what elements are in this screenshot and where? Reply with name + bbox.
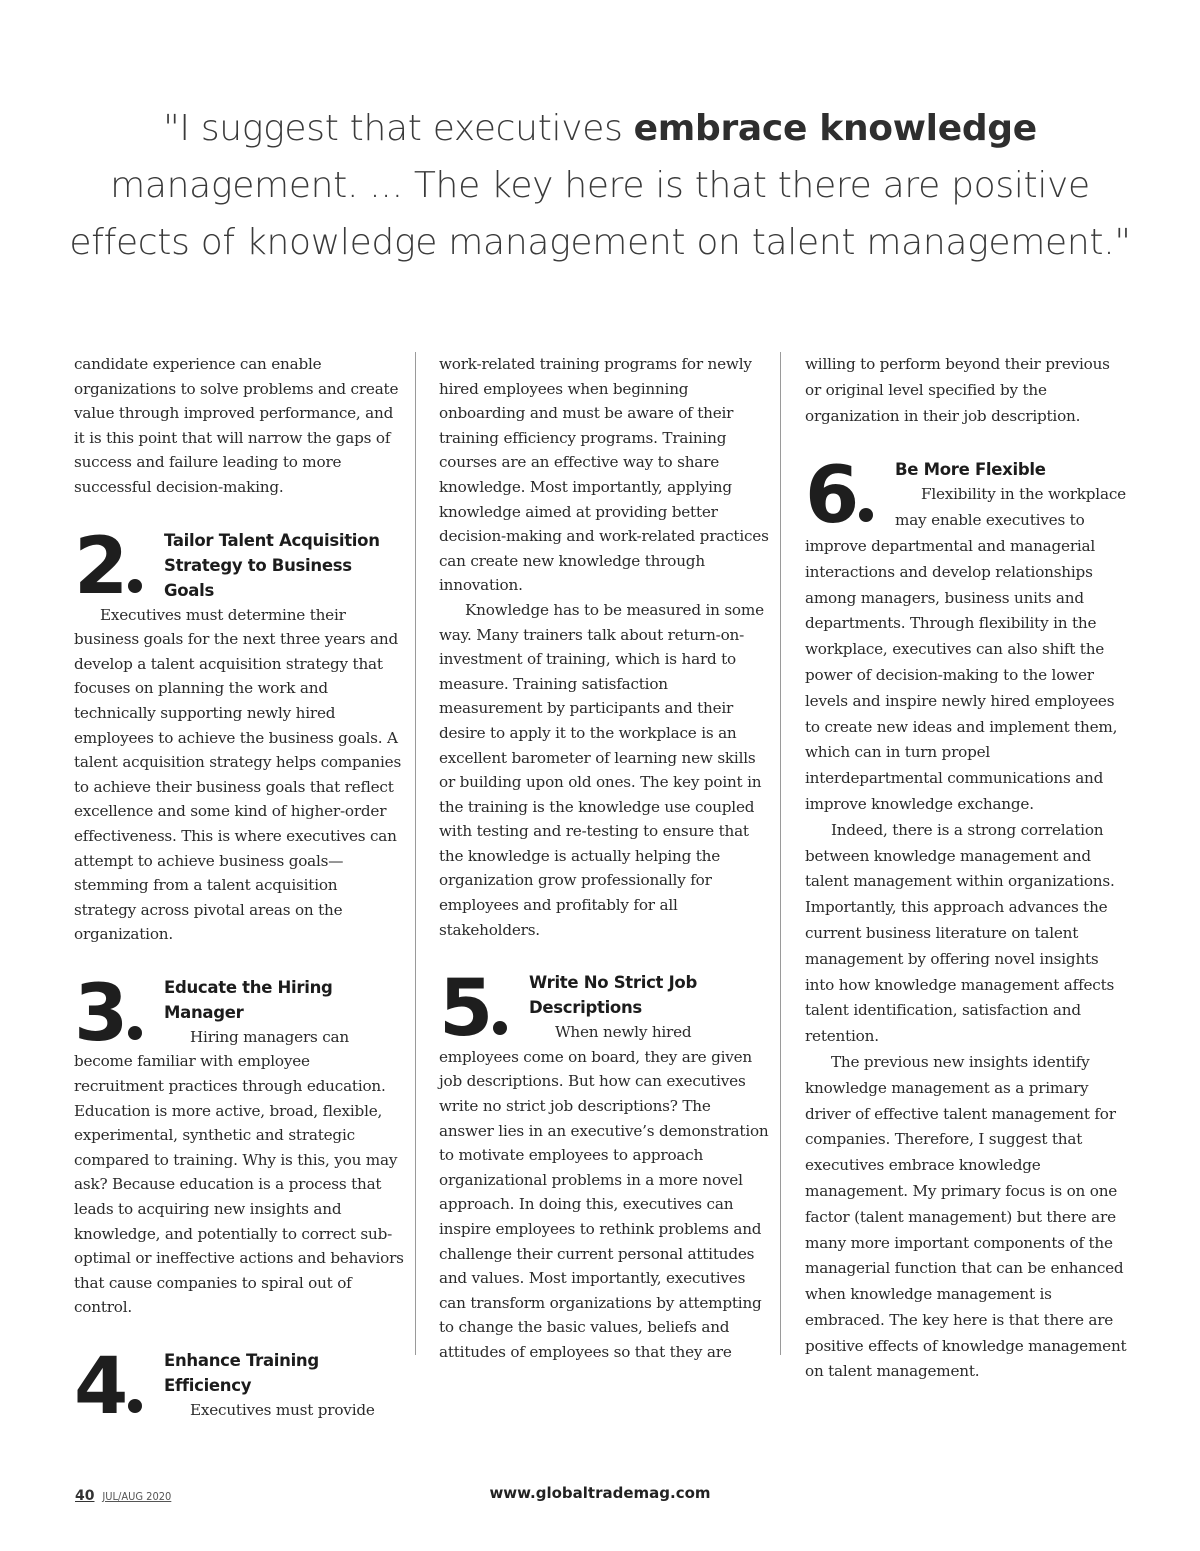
section-heading: Enhance Training Efficiency <box>164 1351 319 1395</box>
section-number: 6 <box>805 461 879 531</box>
pull-quote-emphasis: embrace knowledge <box>633 108 1037 149</box>
pull-quote-text-end: management. ... The key here is that there are positive effects of knowledge management on talent management." <box>69 165 1131 263</box>
paragraph: willing to perform beyond their previous or original level specified by the organization in their job description. <box>805 355 1110 425</box>
page-number: 40 <box>75 1488 95 1504</box>
column-divider <box>780 352 781 1355</box>
pull-quote <box>60 100 1140 271</box>
paragraph: Flexibility in the workplace may enable executives to improve departmental and managerial interactions and develop relationships among managers, business units and departments. Through flexibility in the workplace, executives can also shift the power of decision-making to the lower levels and inspire newly hired employees to create new ideas and implement them, which can in turn propel interdepartmental communications and improve knowledge exchange. <box>805 485 1126 813</box>
section-heading: Be More Flexible <box>895 460 1046 480</box>
section-3 <box>74 968 404 1320</box>
pull-quote-text-start: "I suggest that executives <box>163 108 634 149</box>
website-url[interactable]: www.globaltrademag.com <box>489 1484 711 1502</box>
section-4 <box>74 1342 404 1432</box>
section-5 <box>439 964 769 1364</box>
issue-date: JUL/AUG 2020 <box>102 1490 172 1503</box>
paragraph: Executives must provide <box>190 1401 375 1419</box>
section-number: 5 <box>439 974 513 1044</box>
paragraph: When newly hired employees come on board, they are given job descriptions. But how can executives write no strict job descriptions? The answer lies in an executive’s demonstration to motivate employees to approach organizational problems in a more novel approach. In doing this, executives can inspire employees to rethink problems and challenge their current personal attitudes and values. Most importantly, executives can transform organizations by attempting to change the basic values, beliefs and attitudes of employees so that they are <box>439 1023 769 1361</box>
section-number: 4 <box>74 1352 148 1422</box>
paragraph: work-related training programs for newly hired employees when beginning onboarding and must be aware of their training efficiency programs. Training courses are an effective way to share knowledge. Most importantly, applying knowledge aimed at providing better decision-making and work-related practices can create new knowledge through innovation. <box>439 355 769 595</box>
section-number: 3 <box>74 979 148 1049</box>
article-column-2 <box>439 352 769 1365</box>
paragraph: Executives must determine their business goals for the next three years and develop a talent acquisition strategy that focuses on planning the work and technically supporting newly hired employees to achieve the business goals. A talent acquisition strategy helps companies to achieve their business goals that reflect excellence and some kind of higher-order effectiveness. This is where executives can attempt to achieve business goals—stemming from a talent acquisition strategy across pivotal areas on the organization. <box>74 605 402 944</box>
paragraph: Hiring managers can become familiar with employee recruitment practices through education. Education is more active, broad, flexible, experimental, synthetic and strategic compared to training. Why is this, you may ask? Because education is a process that leads to acquiring new insights and knowledge, and potentially to correct sub-optimal or ineffective actions and behaviors that cause companies to spiral out of control. <box>74 1027 404 1317</box>
paragraph: The previous new insights identify knowledge management as a primary driver of effective talent management for companies. Therefore, I suggest that executives embrace knowledge management. My primary focus is on one factor (talent management) but there are many more important components of the managerial function that can be enhanced when knowledge management is embraced. The key here is that there are positive effects of knowledge management on talent management. <box>805 1052 1127 1381</box>
paragraph: Indeed, there is a strong correlation between knowledge management and talent management within organizations. Importantly, this approach advances the current business literature on talent management by offering novel insights into how knowledge management affects talent identification, satisfaction and retention. <box>805 820 1115 1046</box>
article-column-1 <box>74 352 404 1432</box>
section-heading: Tailor Talent Acquisition Strategy to Business Goals <box>164 530 380 600</box>
column-divider <box>415 352 416 1355</box>
paragraph: Knowledge has to be measured in some way. Many trainers talk about return-on-investment of training, which is hard to measure. Training satisfaction measurement by participants and their desire to apply it to the workplace is an excellent barometer of learning new skills or building upon old ones. The key point in the training is the knowledge use coupled with testing and re-testing to ensure that the knowledge is actually helping the organization grow professionally for employees and profitably for all stakeholders. <box>439 600 764 939</box>
paragraph: candidate experience can enable organizations to solve problems and create value through improved performance, and it is this point that will narrow the gaps of success and failure leading to more successful decision-making. <box>74 355 399 496</box>
section-number: 2 <box>74 532 148 602</box>
section-heading: Write No Strict Job Descriptions <box>529 973 697 1018</box>
section-heading: Educate the Hiring Manager <box>164 977 333 1022</box>
section-2 <box>74 521 404 612</box>
article-column-3 <box>805 352 1130 1385</box>
section-6 <box>805 451 1130 817</box>
